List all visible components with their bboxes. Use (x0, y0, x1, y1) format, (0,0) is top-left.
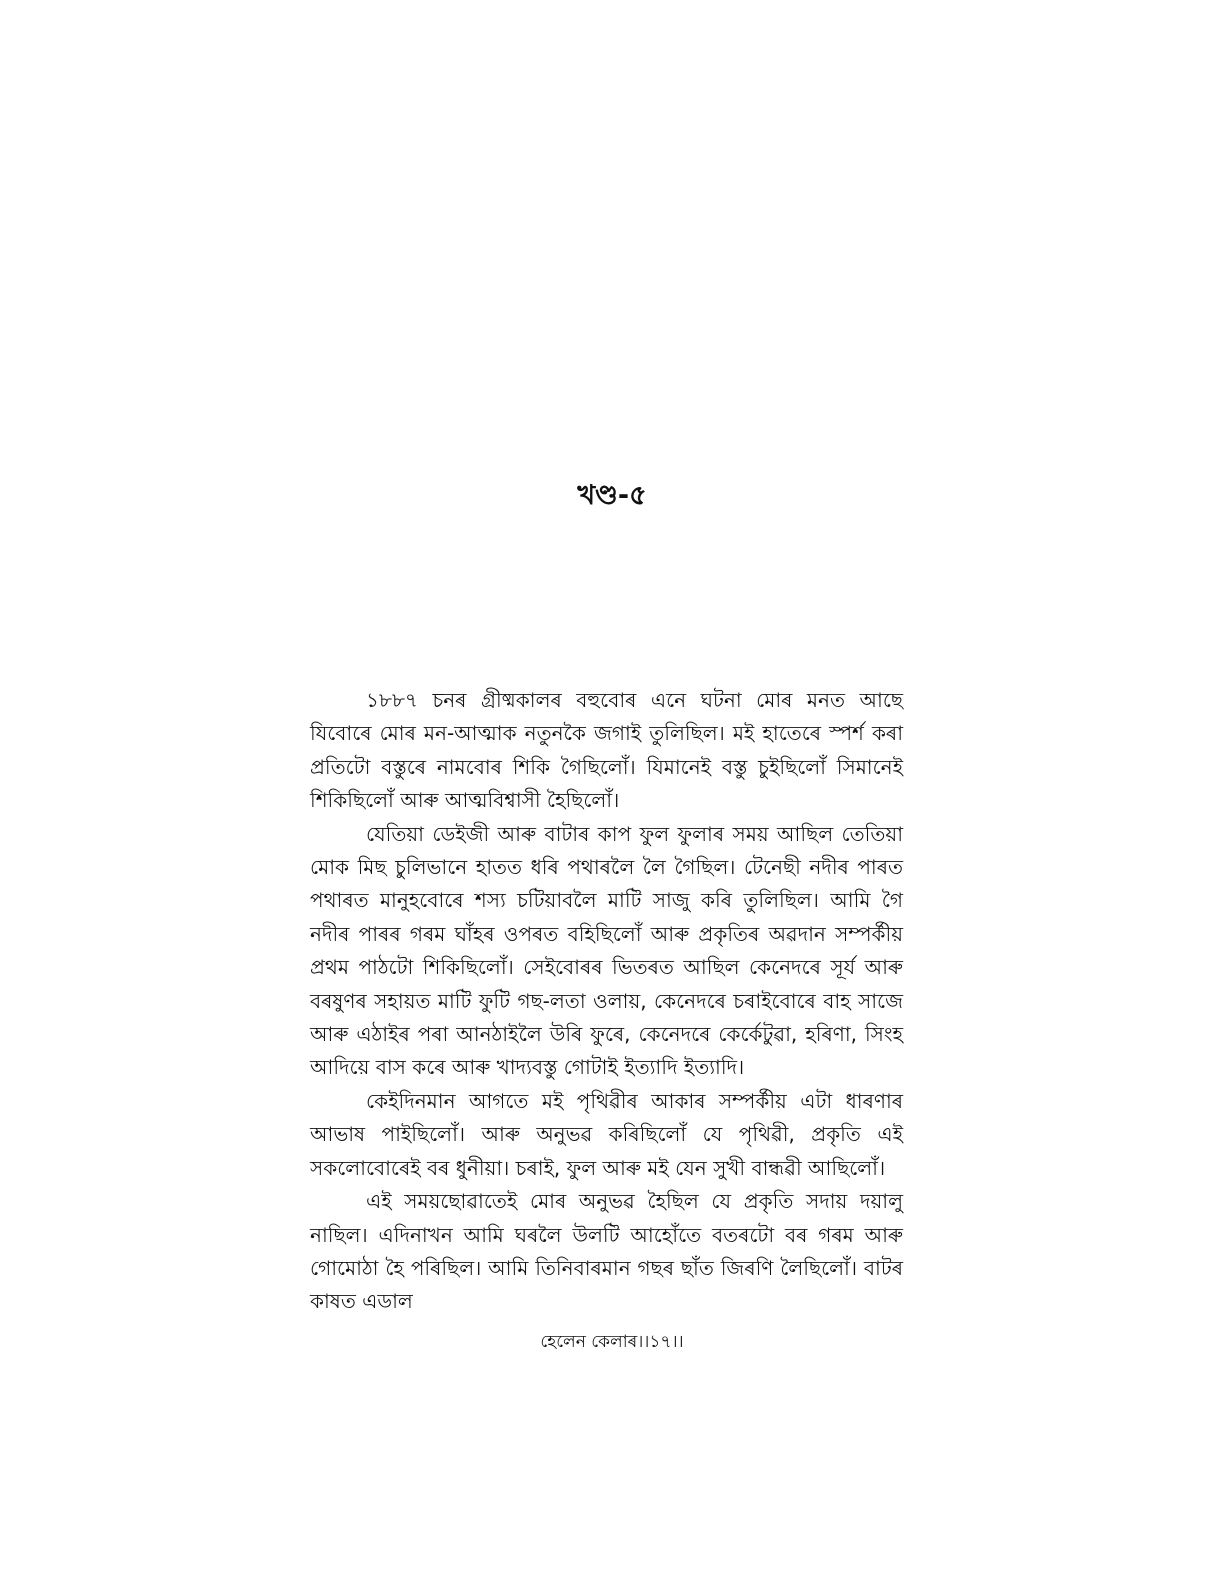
page-footer: হেলেন কেলাৰ।।১৭।। (540, 1332, 684, 1352)
body-text (310, 684, 903, 1319)
paragraph-4: এই সময়ছোৱাতেই মোৰ অনুভৱ হৈছিল যে প্ৰকৃতি সদায় দয়ালু নাছিল। এদিনাখন আমি ঘৰলৈ উলটি আহোঁতে বতৰটো বৰ গৰম আৰু গোমোঠা হৈ পৰিছিল। আমি তিনিবাৰমান গছৰ ছাঁত জিৰণি লৈছিলোঁ। বাটৰ কাষত এডাল (310, 1189, 903, 1314)
paragraph-3: কেইদিনমান আগতে মই পৃথিৱীৰ আকাৰ সম্পৰ্কীয় এটা ধাৰণাৰ আভাষ পাইছিলোঁ। আৰু অনুভৱ কৰিছিলোঁ যে পৃথিৱী, প্ৰকৃতি এই সকলোবোৰেই বৰ ধুনীয়া। চৰাই, ফুল আৰু মই যেন সুখী বান্ধৱী আছিলোঁ। (310, 1088, 903, 1180)
paragraph-2: যেতিয়া ডেইজী আৰু বাটাৰ কাপ ফুল ফুলাৰ সময় আছিল তেতিয়া মোক মিছ চুলিভানে হাতত ধৰি পথাৰলৈ লৈ গৈছিল। টেনেছী নদীৰ পাৰত পথাৰত মানুহবোৰে শস্য চটিয়াবলৈ মাটি সাজু কৰি তুলিছিল। আমি গৈ নদীৰ পাৰৰ গৰম ঘাঁহৰ ওপৰত বহিছিলোঁ আৰু প্ৰকৃতিৰ অৱদান সম্পৰ্কীয় প্ৰথম পাঠটো শিকিছিলোঁ। সেইবোৰৰ ভিতৰত আছিল কেনেদৰে সূৰ্য আৰু বৰষুণৰ সহায়ত মাটি ফুটি গছ-লতা ওলায়, কেনেদৰে চৰাইবোৰে বাহ সাজে আৰু এঠাইৰ পৰা আনঠাইলৈ উৰি ফুৰে, কেনেদৰে কেৰ্কেটুৱা, হৰিণা, সিংহ আদিয়ে বাস কৰে আৰু খাদ্যবস্তু গোটাই ইত্যাদি ইত্যাদি। (310, 821, 903, 1080)
paragraph-1: ১৮৮৭ চনৰ গ্ৰীষ্মকালৰ বহুবোৰ এনে ঘটনা মোৰ মনত আছে যিবোৰে মোৰ মন-আত্মাক নতুনকৈ জগাই তুলিছিল। মই হাতেৰে স্পৰ্শ কৰা প্ৰতিটো বস্তুৰে নামবোৰ শিকি গৈছিলোঁ। যিমানেই বস্তু চুইছিলোঁ সিমানেই শিকিছিলোঁ আৰু আত্মবিশ্বাসী হৈছিলোঁ। (310, 688, 903, 813)
chapter-title: খণ্ড-৫ (577, 480, 647, 511)
